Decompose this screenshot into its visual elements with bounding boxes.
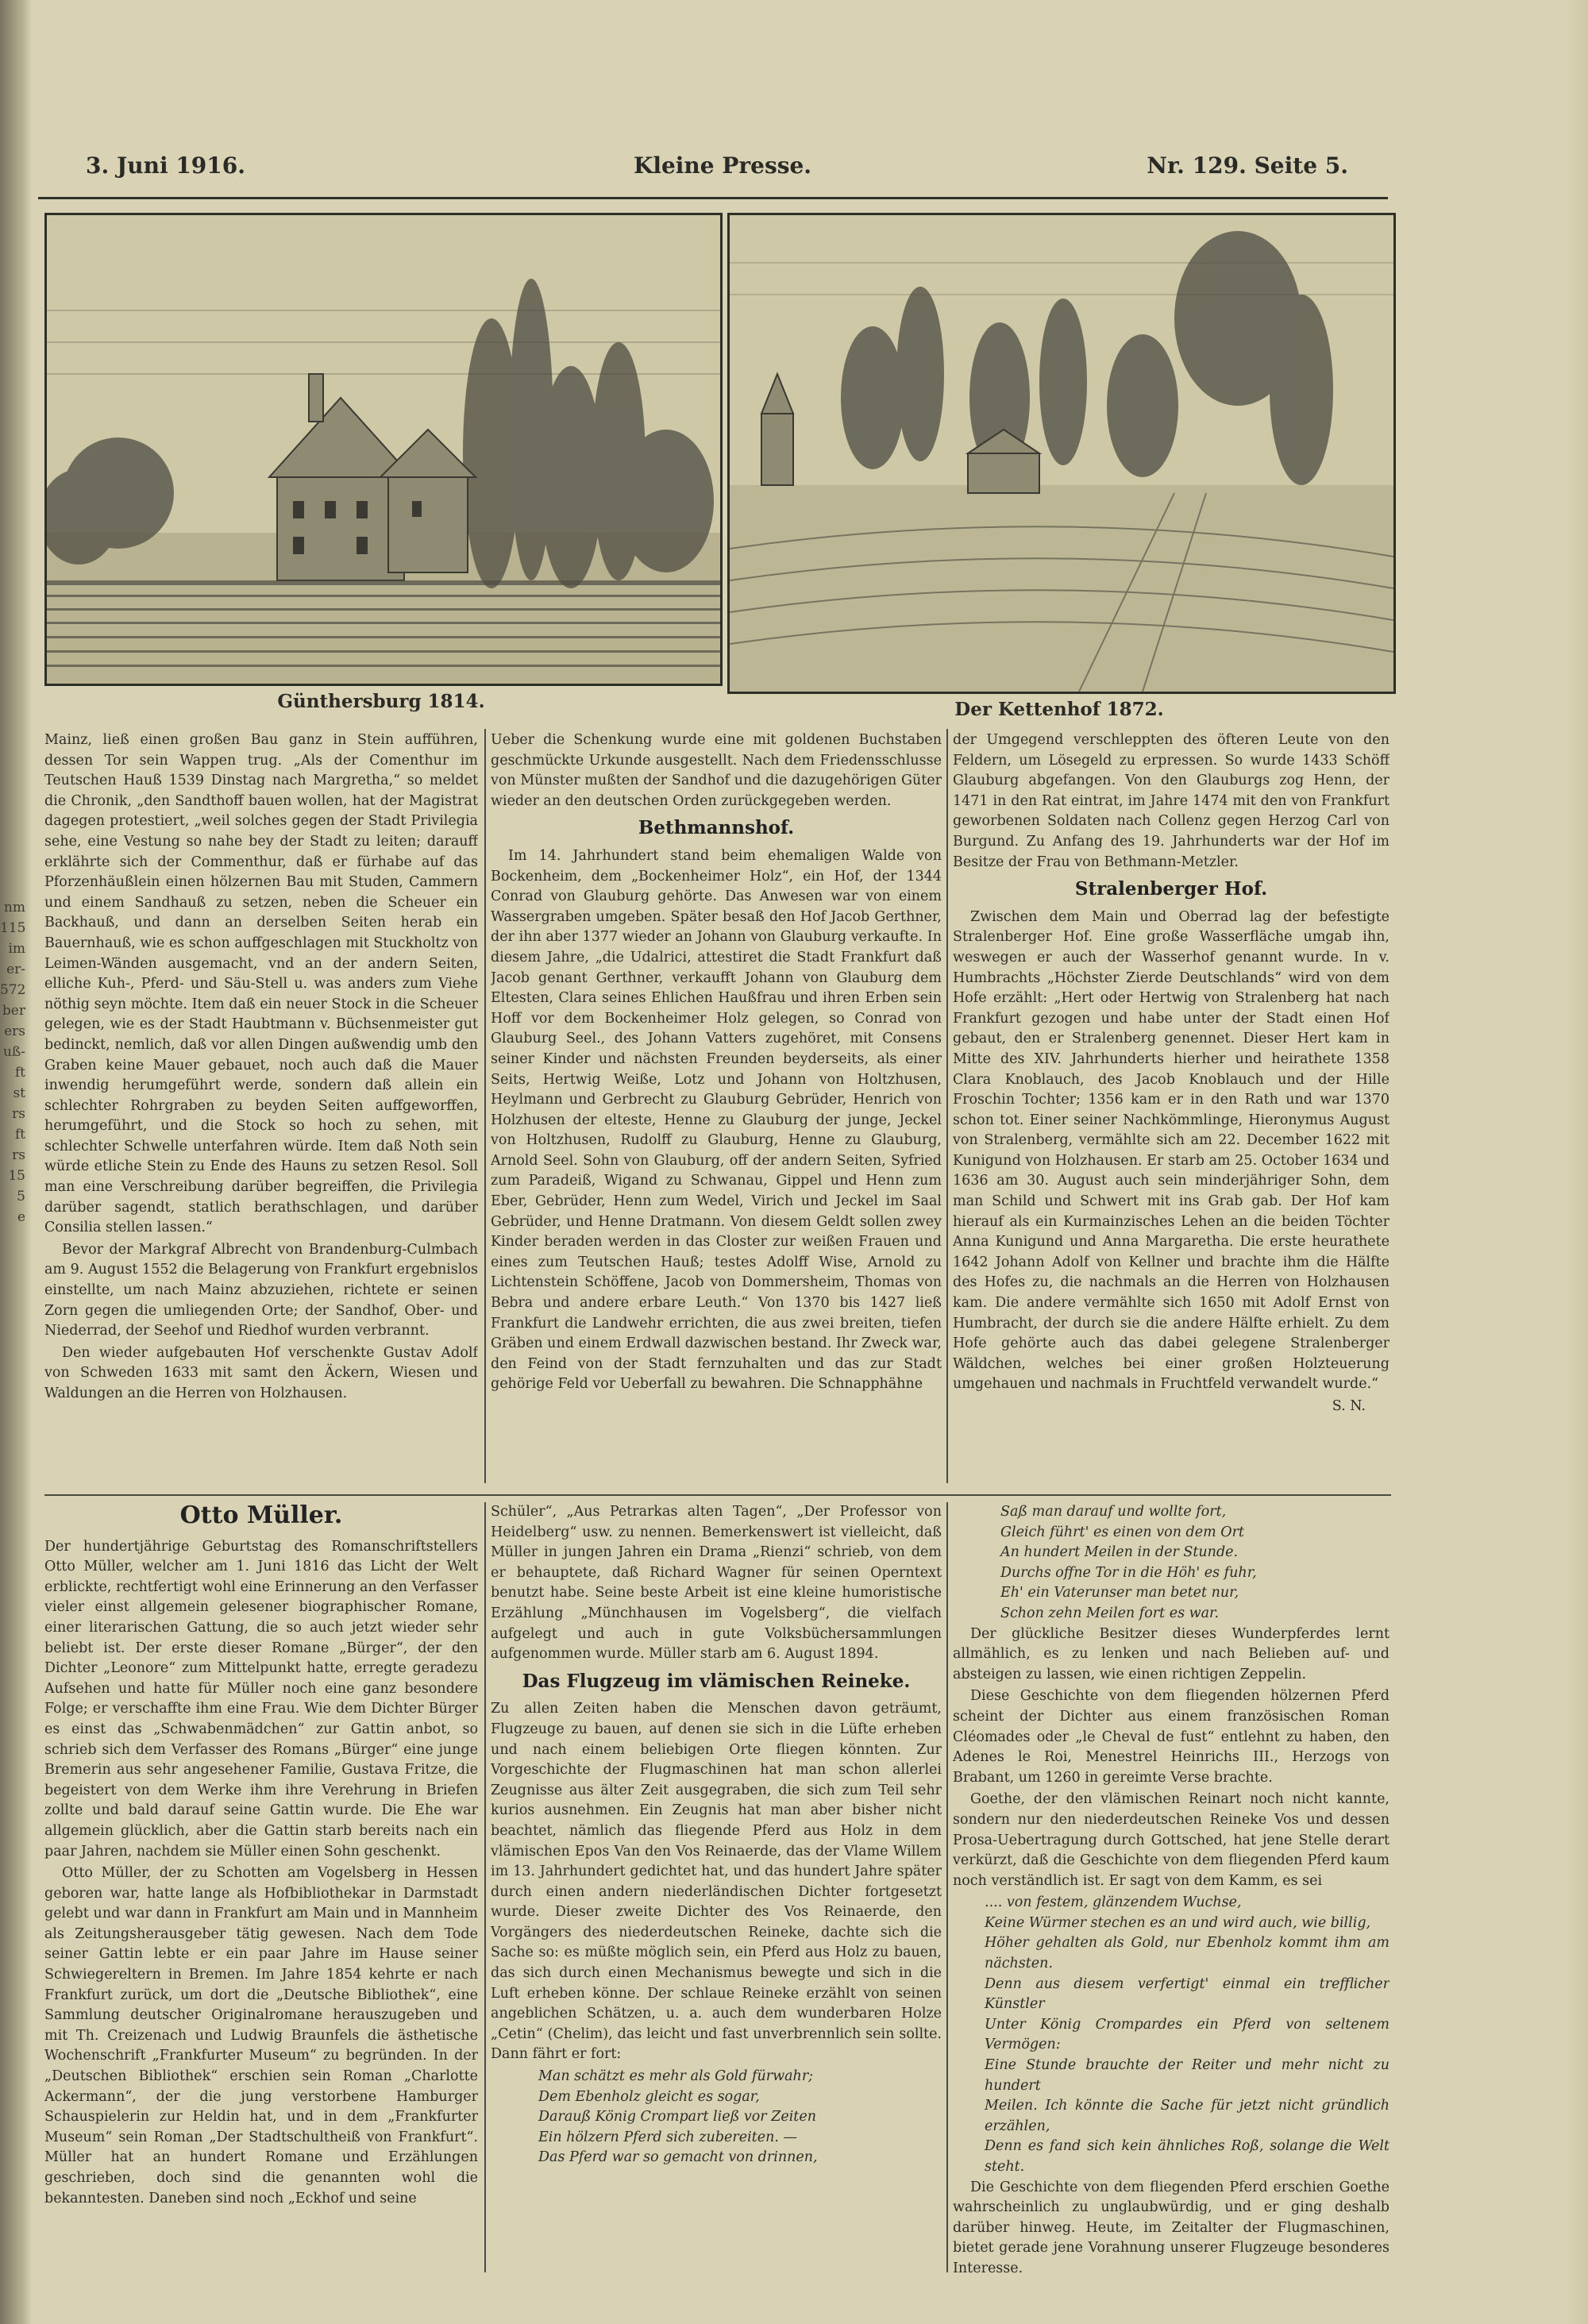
column-5-paragraph: Schüler“, „Aus Petrarkas alten Tagen“, „Der Professor von Heidelberg“ usw. zu nennen. Bemerkenswert ist vielleicht, daß Müller in jungen Jahren ein Drama „Rienzi“ schrieb, von dem er behauptete, daß Richard Wagner für seinen Operntext benutzt habe. Seine beste Arbeit ist eine kleine humoristische Erzählung „Münchhausen im Vogelsberg“, die vielfach aufgelegt und auch in gute Volksbüchersammlungen aufgenommen wurde. Müller starb am 6. August 1894. [491, 1504, 942, 1663]
column-6-paragraph: Goethe, der den vlämischen Reinart noch nicht kannte, sondern nur den niederdeutschen Reineke Vos und dessen Prosa-Uebertragung durch Gottsched, hat jene Stelle derart verkürzt, daß die Geschichte von dem fliegenden Pferd kaum noch verständlich ist. Er sagt von dem Kamm, es sei [953, 1791, 1390, 1889]
section-heading-bethmannshof: Bethmannshof. [638, 817, 795, 839]
margin-fragment-line: ft [14, 1127, 25, 1143]
section-heading-stralenberger-hof: Stralenberger Hof. [1074, 878, 1268, 900]
margin-fragment [0, 897, 25, 1228]
column-5 [491, 1502, 942, 2280]
margin-fragment-line: 5 [17, 1189, 25, 1204]
verse-line: Höher gehalten als Gold, nur Ebenholz kommt ihm am nächsten. [985, 1935, 1390, 1972]
margin-fragment-line: 115 [0, 920, 26, 936]
column-2-paragraph: Ueber die Schenkung wurde eine mit goldenen Buchstaben geschmückte Urkunde ausgestellt. Nach dem Friedensschlusse von Münster mußten der Sandhof und die dazugehörigen Güter wieder an den deutschen Orden zurückgegeben werden. [491, 732, 942, 809]
column-divider [484, 729, 486, 1483]
margin-fragment-line: ft [14, 1065, 25, 1081]
section-heading-otto-mueller: Otto Müller. [179, 1502, 343, 1529]
section-divider [44, 1494, 1391, 1496]
verse-line: Dem Ebenholz gleicht es sogar, [538, 2088, 760, 2105]
verse-line: Gleich führt' es einen von dem Ort [1000, 1524, 1244, 1540]
verse-line: Denn es fand sich kein ähnliches Roß, solange die Welt steht. [985, 2138, 1390, 2175]
column-2-paragraph: Im 14. Jahrhundert stand beim ehemaligen Walde von Bockenheim, dem „Bockenheimer Holz“, ein Hof, der 1344 Conrad von Glauburg gehörte. Das Anwesen war von einem Wassergraben umgeben. Später besaß den Hof Jacob Gerthner, der ihn aber 1377 wieder an Johann von Glauburg verkaufte. In diesem Jahre, „die Udalrici, attestiret die Stadt Frankfurt daß Jacob genant Gerthner, verkaufft Johann von Glauburg dem Eltesten, Clara seines Ehlichen Haußfrau und ihren Erben sein Hoff vor dem Bockenheimer Holz gelegen, so Conrad von Glauburg Seel., des Johann Vatters zugehöret, mit Consens seiner Kinder und nächsten Freunden beyderseits, als einer Seits, Hertwig Weiße, Lotz und Johann von Holtzhusen, Heylmann und Gerbrecht zu Glauburg Gebrüder, Henrich von Holzhusen der elteste, Henne zu Glauburg der junge, Jeckel von Holtzhusen, Rudolff zu Glauburg, Henne zu Glauburg, Arnold Seel. Sohn von Glauburg, off der andern Seiten, Syfried zum Paradeiß, Wigand zu Schwanau, Gippel und Henn zum Eber, Gebrüder, Henn zum Wedel, Virich und Jeckel im Saal Gebrüder, und Henne Dratmann. Von diesem Geldt sollen zwey Kinder beraden werden in das Closter zur weißen Frauen und eines zum Teutschen Hauß; testes Adolff Wise, Arnold zu Lichtenstein Schöffene, Jacob von Dommersheim, Thomas von Bebra und andere erbare Leuth.“ Von 1370 bis 1427 ließ Frankfurt die Landwehr errichten, die aus zwei breiten, tiefen Gräben und einem Erdwall dazwischen bestand. Ihr Zweck war, den Feind von der Stadt fernzuhalten und das zur Stadt gehörige Feld vor Ueberfall zu bewahren. Die Schnapphähne [491, 847, 942, 1393]
verse-block [953, 1502, 1390, 1624]
verse-block [953, 1893, 1390, 2177]
castle-illustration [47, 215, 720, 684]
verse-line: Meilen. Ich könnte die Sache für jetzt nicht gründlich erzählen, [985, 2098, 1390, 2134]
column-6-paragraph: Diese Geschichte von dem fliegenden hölzernen Pferd scheint der Dichter aus einem französischen Roman Cléomades oder „le Cheval de fust“ entlehnt zu haben, den Adenes le Roi, Menestrel Heinrichs III., Herzogs von Brabant, um 1260 in gereimte Verse brachte. [953, 1688, 1390, 1786]
verse-line: Das Pferd war so gemacht von drinnen, [538, 2149, 818, 2166]
column-1 [44, 730, 478, 1493]
column-divider [946, 1502, 948, 2272]
column-3 [953, 730, 1390, 1493]
column-4 [44, 1502, 478, 2280]
verse-line: Unter König Crompardes ein Pferd von seltenem Vermögen: [985, 2016, 1390, 2053]
verse-line: .... von festem, glänzendem Wuchse, [985, 1894, 1242, 1911]
verse-block [491, 2067, 942, 2168]
margin-fragment-line: er- [6, 962, 25, 977]
column-1-paragraph: Den wieder aufgebauten Hof verschenkte Gustav Adolf von Schweden 1633 mit samt den Äckern, Wiesen und Waldungen an die Herren von Holzhausen. [44, 1344, 478, 1401]
column-1-paragraph: Bevor der Markgraf Albrecht von Brandenburg-Culmbach am 9. August 1552 die Belagerung von Frankfurt ergebnislos einstellte, um nach Mainz abzuziehen, richtete er seinen Zorn gegen die umliegenden Orte; der Sandhof, Ober- und Niederrad, der Seehof und Riedhof wurden verbrannt. [44, 1241, 478, 1339]
section-heading-flugzeug: Das Flugzeug im vlämischen Reineke. [522, 1670, 911, 1692]
caption-guenthersburg: Günthersburg 1814. [277, 691, 485, 712]
column-6-paragraph: Der glückliche Besitzer dieses Wunderpferdes lernt allmählich, es zu lenken und nach Belieben auf- und absteigen zu lassen, wie einen richtigen Zeppelin. [953, 1625, 1390, 1682]
author-signature: S. N. [1332, 1398, 1366, 1414]
column-1-paragraph: Mainz, ließ einen großen Bau ganz in Stein aufführen, dessen Tor sein Wappen trug. „Als der Comenthur im Teutschen Hauß 1539 Dinstag nach Margretha,“ so meldet die Chronik, „den Sandthoff bauen wollen, hat der Magistrat dagegen protestiert, „weil solches gegen der Stadt Privilegia sehe, eine Vestung so nahe bey der Stadt zu leiten; darauff erklährte sich der Commenthur, daß er fürhabe auf das Pforzenhäußlein einen hölzernen Bau mit Studen, Cammern und einem Sandhauß zu setzen, neben die Scheuer ein Backhauß, und dann an derselben Seiten herab ein Bauernhauß, wie es schon auffgeschlagen mit Stuckholtz von Leimen-Wänden ausgemacht, vnd an der andern Seiten, elliche Kuh-, Pferd- und Säu-Stell u. was anders zum Viehe nöthig seyn möchte. Item daß ein neuer Stock in die Scheuer gelegen, wie es der Stadt Haubtmann v. Büchsenmeister gut bedinckt, nemlich, daß vor allen Dingen außwendig umb den Graben keine Mauer gebauet, noch auch daß die Mauer inwendig herumgeführt werde, sondern daß allein ein schlechter Rohrgraben zu beyden Seiten auffgeworffen, herumgeführt, und die Stock so hoch zu sehen, mit schlechter Schwelle unterfahren würde. Item daß Noth sein würde etliche Stein zu Ende des Hauns zu setzen Resol. Soll man eine Verschreibung darüber begreiffen, die Privilegia darüber sagendt, statlich berathschlagen, und darüber Consilia stellen lassen.“ [44, 732, 478, 1236]
issue-date: 3. Juni 1916. [86, 152, 246, 179]
margin-fragment-line: rs [12, 1106, 25, 1122]
column-5-paragraph: Zu allen Zeiten haben die Menschen davon geträumt, Flugzeuge zu bauen, auf denen sie sich in die Lüfte erheben und nach einem beliebigen Orte fliegen könnten. Zur Vorgeschichte der Flugmaschinen hat man schon allerlei Zeugnisse aus älter Zeit ausgegraben, die sich zum Teil sehr kurios ausnehmen. Ein Zeugnis hat man aber bisher nicht beachtet, nämlich das fliegende Pferd aus Holz in dem vlämischen Epos Van den Vos Reinaerde, das der Vlame Willem im 13. Jahrhundert gedichtet hat, und das hundert Jahre später durch einen andern niederländischen Dichter fortgesetzt wurde. Dieser zweite Dichter des Vos Reinaerde, den Vorgängers des niederdeutschen Reineke, dachte sich die Sache so: es müßte möglich sein, ein Pferd aus Holz zu bauen, das sich durch einen Mechanismus bewegte und sich in die Luft erheben könne. Der schlaue Reineke erzählt von seinen angeblichen Schätzen, u. a. auch dem wunderbaren Holze „Cetin“ (Chelim), das leicht und fast unverbrennlich sein sollte. Dann fährt er fort: [491, 1701, 942, 2063]
column-3-paragraph: Zwischen dem Main und Oberrad lag der befestigte Stralenberger Hof. Eine große Wasserfläche umgab ihn, weswegen er auch der Wasserhof genannt wurde. In v. Humbrachts „Höchster Zierde Deutschlands“ wird von dem Hofe erzählt: „Hert oder Hertwig von Stralenberg hat nach Frankfurt gezogen und habe unter der Stadt einen Hof gebaut, den er Stralenberg genennet. Dieser Hert kam in Mitte des XIV. Jahrhunderts hierher und heirathete 1358 Clara Knoblauch, des Jacob Knoblauch und der Hille Froschin Tochter; 1356 kam er in den Rath und war 1370 schon tot. Einer seiner Nachkömmlinge, Hieronymus August von Stralenberg, vermählte sich am 22. December 1622 mit Kunigund von Holzhausen. Er starb am 25. October 1634 und 1636 am 30. August auch sein minderjähriger Sohn, dem man Schild und Schwert mit ins Grab gab. Der Hof kam hierauf als ein Kurmainzisches Lehen an die beiden Töchter Anna Kunigund und Anna Margaretha. Die erste heurathete 1642 Johann Adolf von Kellner und brachte ihm die Hälfte des Hofes zu, die nachmals an die Herren von Holzhausen kam. Die andere vermählte sich 1650 mit Adolf Ernst von Humbracht, der durch sie die andere Hälfte erhielt. Zu dem Hofe gehörte auch das dabei gelegene Stralenberger Wäldchen, welches bei einer großen Holzteuerung umgehauen und nachmals in Fruchtfeld verwandelt wurde.“ [953, 908, 1390, 1393]
verse-line: Ein hölzern Pferd sich zubereiten. — [538, 2129, 797, 2145]
column-3-paragraph: der Umgegend verschleppten des öfteren Leute von den Feldern, um Lösegeld zu erpressen. So wurde 1433 Schöff Glauburg abgefangen. Von den Glauburgs zog Henn, der 1471 in den Rat eintrat, im Jahre 1474 mit den von Frankfurt geworbenen Soldaten nach Collenz gegen Herzog Carl von Burgund. Zu Anfang des 19. Jahrhunderts war der Hof im Besitze der Frau von Bethmann-Metzler. [953, 732, 1390, 870]
header-rule [38, 197, 1388, 199]
margin-fragment-line: 572 [0, 982, 26, 998]
landscape-illustration [730, 215, 1393, 692]
margin-fragment-line: im [8, 941, 25, 957]
newspaper-title: Kleine Presse. [634, 152, 812, 179]
margin-fragment-line: rs [12, 1147, 25, 1163]
page-edge [1564, 0, 1588, 2324]
verse-line: Denn aus diesem verfertigt' einmal ein trefflicher Künstler [985, 1975, 1390, 2013]
verse-line: Eine Stunde brauchte der Reiter und mehr nicht zu hundert [985, 2057, 1390, 2094]
verse-line: Darauß König Crompart ließ vor Zeiten [538, 2109, 816, 2126]
verse-line: Man schätzt es mehr als Gold fürwahr; [538, 2068, 814, 2085]
page-header [86, 152, 1348, 187]
margin-fragment-line: 15 [8, 1168, 25, 1184]
column-2 [491, 730, 942, 1493]
column-4-paragraph: Otto Müller, der zu Schotten am Vogelsberg in Hessen geboren war, hatte lange als Hofbibliothekar in Darmstadt gelebt und war dann in Frankfurt am Main und in Mannheim als Zeitungsherausgeber tätig gewesen. Nach dem Tode seiner Gattin lebte er ein paar Jahre im Hause seiner Schwiegereltern in Bremen. Im Jahre 1854 kehrte er nach Frankfurt zurück, um dort die „Deutsche Bibliothek“, eine Sammlung deutscher Originalromane herauszugeben und mit Th. Creizenach und Ludwig Braunfels die ästhetische Wochenschrift „Frankfurter Museum“ zu begründen. In der „Deutschen Bibliothek“ erschien sein Roman „Charlotte Ackermann“, der die jung verstorbene Hamburger Schauspielerin zur Heldin hat, und in dem „Frankfurter Museum“ sein Roman „Der Stadtschultheiß von Frankfurt“. Müller hat an hundert Romane und Erzählungen geschrieben, doch sind die genannten wohl die bekanntesten. Daneben sind noch „Eckhof und seine [44, 1865, 478, 2206]
margin-fragment-line: nm [3, 900, 25, 915]
verse-line: Saß man darauf und wollte fort, [1000, 1504, 1227, 1520]
margin-fragment-line: st [13, 1085, 25, 1101]
verse-line: Keine Würmer stechen es an und wird auch, wie billig, [985, 1914, 1371, 1931]
illustration-kettenhof [727, 213, 1396, 694]
margin-fragment-line: ber [2, 1003, 25, 1019]
verse-line: An hundert Meilen in der Stunde. [1000, 1544, 1239, 1561]
verse-line: Durchs offne Tor in die Höh' es fuhr, [1000, 1564, 1257, 1581]
verse-line: Eh' ein Vaterunser man betet nur, [1000, 1585, 1239, 1601]
verse-line: Schon zehn Meilen fort es war. [1000, 1605, 1220, 1621]
margin-fragment-line: uß- [2, 1044, 25, 1060]
column-divider [484, 1502, 486, 2272]
column-4-paragraph: Der hundertjährige Geburtstag des Romanschriftstellers Otto Müller, welcher am 1. Juni 1816 das Licht der Welt erblickte, rechtfertigt wohl eine Erinnerung an den Verfasser vieler einst allgemein gelesener biographischer Romane, einer literarischen Gattung, die so auch jetzt wieder sehr beliebt ist. Der erste dieser Romane „Bürger“, der den Dichter „Leonore“ zum Mittelpunkt hatte, erregte geradezu Aufsehen und hatte für Müller noch eine ganz besondere Folge; er verschaffte ihm eine Frau. Wie dem Dichter Bürger es einst das „Schwabenmädchen“ zur Gattin anbot, so schrieb sich dem Verfasser des Romans „Bürger“ eine junge Bremerin aus sehr angesehener Familie, Gustava Fritze, die begeistert von dem Werke ihm ihre Verehrung in Briefen zollte und bald darauf seine Gattin wurde. Die Ehe war allgemein glücklich, aber die Gattin starb bereits nach ein paar Jahren, nachdem sie Müller einen Sohn geschenkt. [44, 1538, 478, 1860]
column-6 [953, 1502, 1390, 2280]
column-6-paragraph: Die Geschichte von dem fliegenden Pferd erschien Goethe wahrscheinlich zu unglaubwürdig, und er ging deshalb darüber hinweg. Heute, im Zeitalter der Flugmaschinen, bietet gerade jene Vorahnung unserer Flugzeuge besonderes Interesse. [953, 2179, 1390, 2276]
caption-kettenhof: Der Kettenhof 1872. [954, 699, 1164, 720]
margin-fragment-line: e [17, 1209, 25, 1225]
issue-page-number: Nr. 129. Seite 5. [1147, 152, 1348, 179]
illustration-guenthersburg [44, 213, 723, 686]
column-divider [946, 729, 948, 1483]
margin-fragment-line: ers [4, 1023, 25, 1039]
